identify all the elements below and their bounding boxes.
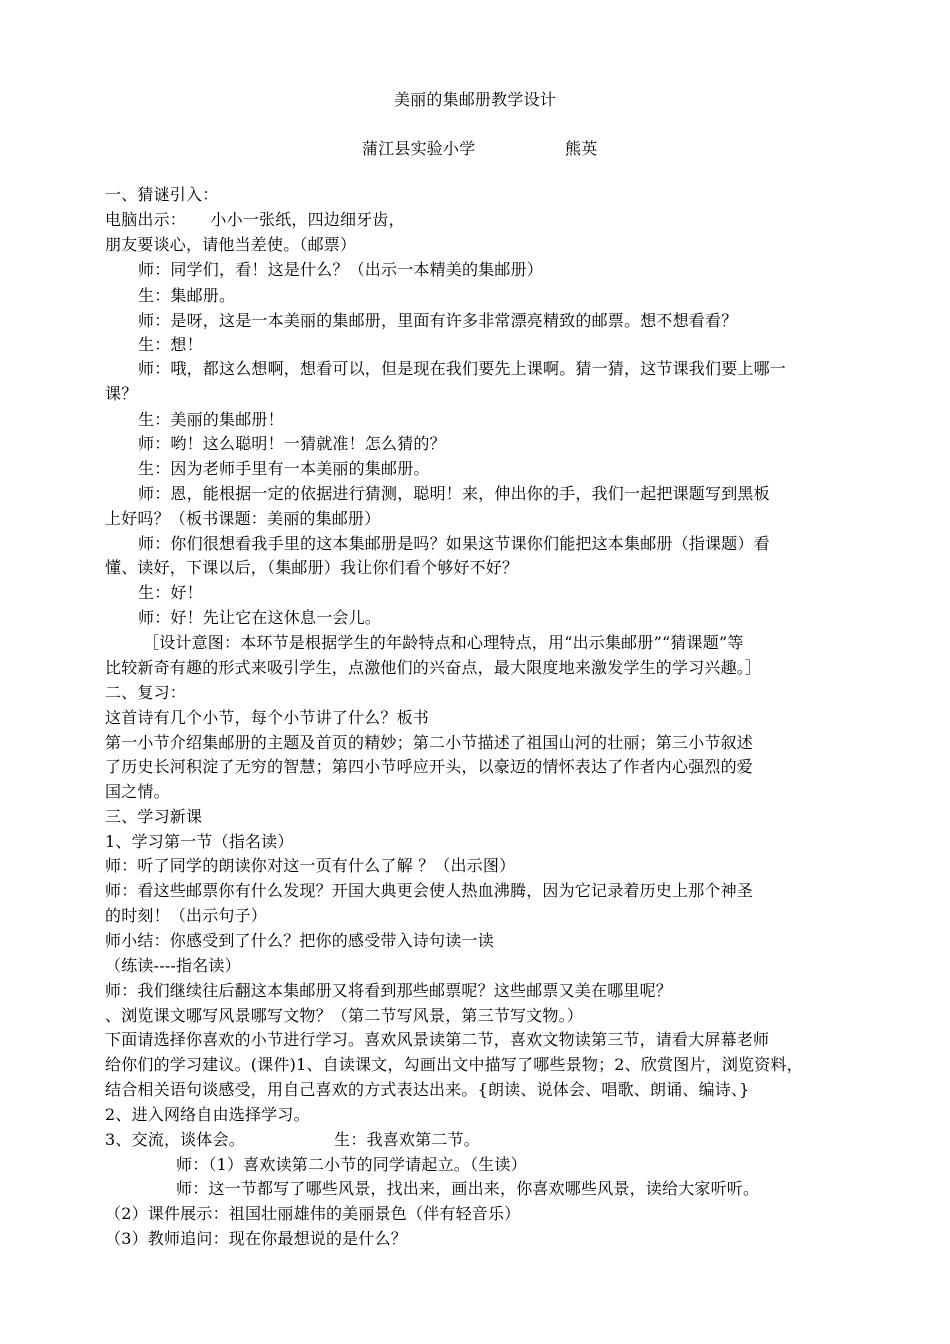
text-line: 2、进入网络自由选择学习。 [105,1105,310,1124]
text-line: （2）课件展示：祖国壮丽雄伟的美丽景色（伴有轻音乐） [105,1204,521,1223]
dialogue-line: 师：同学们，看！这是什么？（出示一本精美的集邮册） [138,260,544,279]
dialogue-line: 师：哟！这么聪明！一猜就准！怎么猜的？ [138,434,446,453]
text-line: 国之情。 [105,782,170,801]
text-line: 了历史长河积淀了无穷的智慧；第四小节呼应开头，以豪迈的情怀表达了作者内心强烈的爱 [105,757,754,776]
text-line: 懂、读好，下课以后，（集邮册）我让你们看个够好不好？ [105,558,519,577]
dialogue-line: 师：是呀，这是一本美丽的集邮册，里面有许多非常漂亮精致的邮票。想不想看看？ [138,311,738,330]
text-line: 3、交流，谈体会。 生：我喜欢第二节。 [105,1130,480,1149]
text-line: 1、学习第一节（指名读） [105,832,294,851]
section-heading: 三、学习新课 [105,807,203,826]
text-line: 上好吗？（板书课题：美丽的集邮册） [105,509,381,528]
text-line: 结合相关语句谈感受，用自己喜欢的方式表达出来。{朗读、说体会、唱歌、朗诵、编诗、} [105,1080,750,1099]
dialogue-line: 生：好！ [138,583,203,602]
dialogue-line: 生：集邮册。 [138,286,236,305]
text-line: 给你们的学习建议。(课件)1、自读课文，勾画出文中描写了哪些景物；2、欣赏图片，浏览资料， [105,1055,803,1074]
school-name: 蒲江县实验小学 [362,139,476,158]
dialogue-line: 师：好！先让它在这休息一会儿。 [138,608,382,627]
section-heading: 一、猜谜引入： [105,185,219,204]
dialogue-line: 师：哦，都这么想啊，想看可以，但是现在我们要先上课啊。猜一猜，这节课我们要上哪一 [138,359,787,378]
author-name: 熊英 [565,139,598,158]
document-title: 美丽的集邮册教学设计 [393,90,556,109]
text-line: 师：听了同学的朗读你对这一页有什么了解 ？（出示图） [105,856,516,875]
dialogue-line: 师：（1）喜欢读第二小节的同学请起立。（生读） [176,1155,527,1174]
text-line: 下面请选择你喜欢的小节进行学习。喜欢风景读第二节，喜欢文物读第三节，请看大屏幕老师 [105,1030,770,1049]
section-heading: 二、复习： [105,683,187,702]
text-line: 电脑出示： 小小一张纸，四边细牙齿， [105,210,405,229]
dialogue-line: 师：你们很想看我手里的这本集邮册是吗？如果这节课你们能把这本集邮册（指课题）看 [138,534,770,553]
dialogue-line: 生：因为老师手里有一本美丽的集邮册。 [138,459,430,478]
text-line: （3）教师追问：现在你最想说的是什么？ [105,1229,407,1248]
text-line: 比较新奇有趣的形式来吸引学生，点激他们的兴奋点，最大限度地来激发学生的学习兴趣。］ [105,658,762,677]
design-intent: ［设计意图：本环节是根据学生的年龄特点和心理特点，用“出示集邮册”“猜课题”等 [143,633,744,652]
text-line: 师：看这些邮票你有什么发现？开国大典更会使人热血沸腾，因为它记录着历史上那个神圣 [105,881,754,900]
text-line: （练读----指名读） [105,956,241,975]
dialogue-line: 生：美丽的集邮册！ [138,410,284,429]
text-line: 课？ [105,384,138,403]
text-line: 、浏览课文哪写风景哪写文物？（第二节写风景，第三节写文物。） [105,1006,584,1025]
dialogue-line: 师：这一节都写了哪些风景，找出来，画出来，你喜欢哪些风景，读给大家听听。 [176,1179,760,1198]
text-line: 师：我们继续往后翻这本集邮册又将看到那些邮票呢？这些邮票又美在哪里呢？ [105,981,673,1000]
text-line: 师小结：你感受到了什么？把你的感受带入诗句读一读 [105,931,494,950]
text-line: 朋友要谈心，请他当差使。（邮票） [105,235,357,254]
dialogue-line: 生：想！ [138,335,203,354]
dialogue-line: 师：恩，能根据一定的依据进行猜测，聪明！来，伸出你的手，我们一起把课题写到黑板 [138,484,770,503]
text-line: 第一小节介绍集邮册的主题及首页的精妙；第二小节描述了祖国山河的壮丽；第三小节叙述 [105,733,754,752]
text-line: 这首诗有几个小节，每个小节讲了什么？板书 [105,708,430,727]
text-line: 的时刻！（出示句子） [105,906,268,925]
